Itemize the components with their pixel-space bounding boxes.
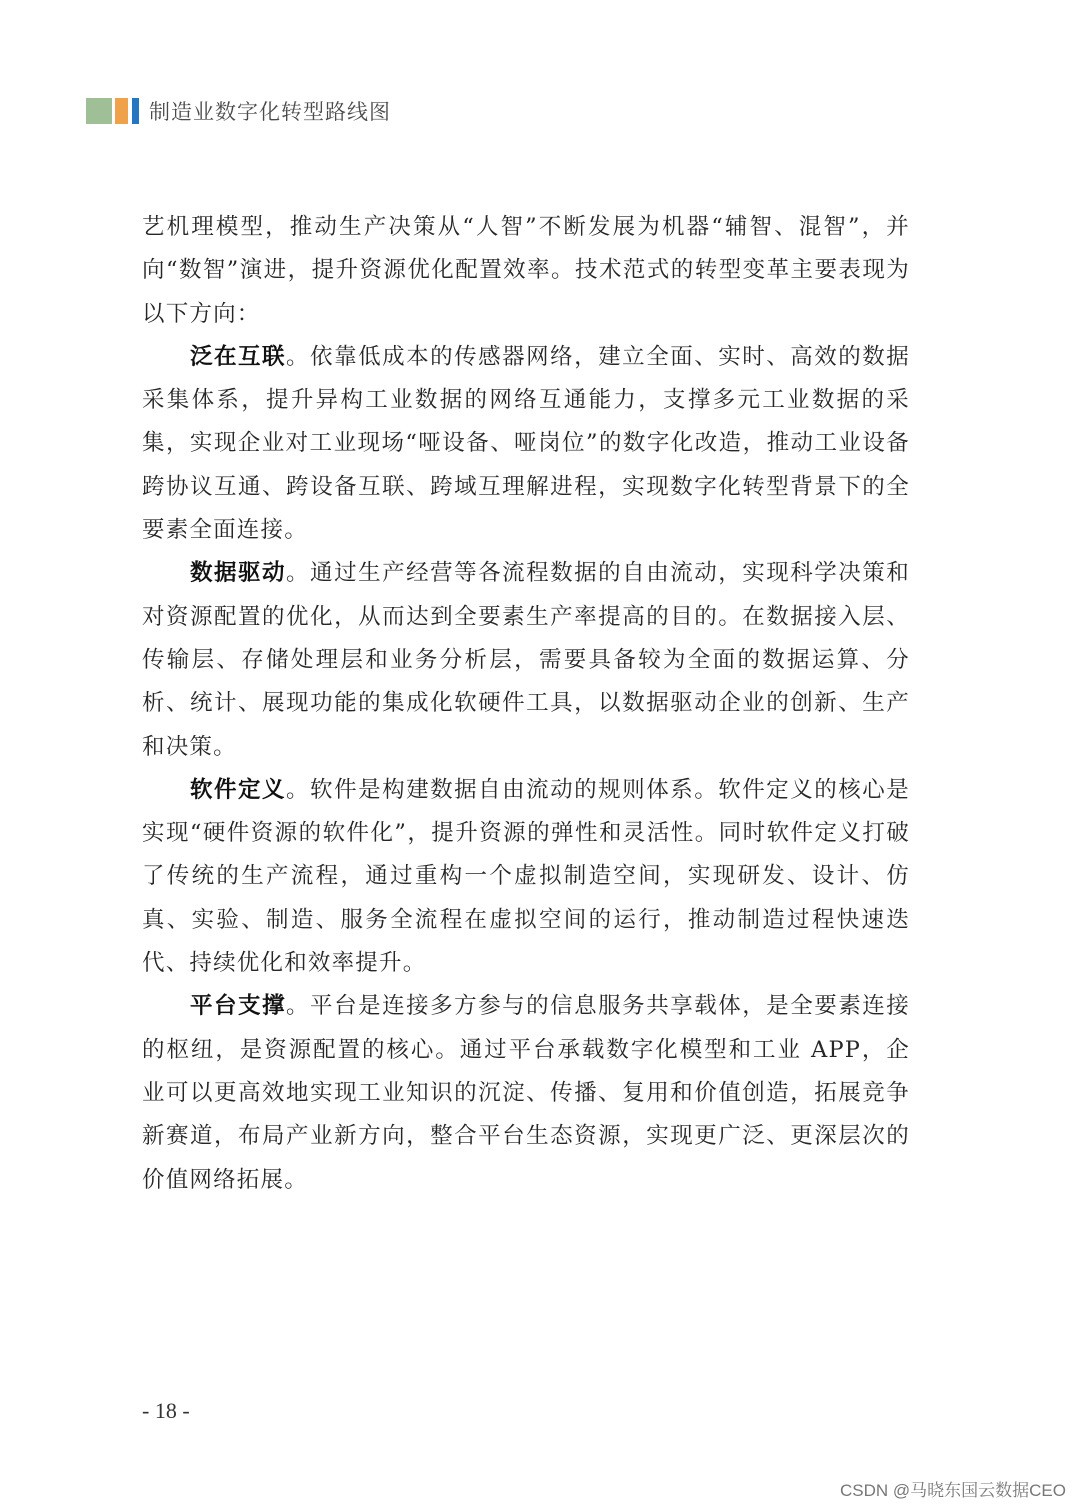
- header-blue-block-icon: [132, 98, 139, 124]
- paragraph-data-driven: [142, 552, 910, 768]
- paragraph-text: 。通过生产经营等各流程数据的自由流动，实现科学决策和对资源配置的优化，从而达到全要素生产率提高的目的。在数据接入层、传输层、存储处理层和业务分析层，需要具备较为全面的数据运算、分析、统计、展现功能的集成化软硬件工具，以数据驱动企业的创新、生产和决策。: [142, 560, 910, 760]
- paragraph-text: 。依靠低成本的传感器网络，建立全面、实时、高效的数据采集体系，提升异构工业数据的网络互通能力，支撑多元工业数据的采集，实现企业对工业现场“哑设备、哑岗位”的数字化改造，推动工业设备跨协议互通、跨设备互联、跨域互理解进程，实现数字化转型背景下的全要素全面连接。: [142, 343, 910, 544]
- paragraph-lead: 软件定义: [190, 776, 287, 803]
- paragraph-platform-support: [142, 985, 910, 1201]
- paragraph-software-defined: [142, 769, 910, 985]
- page-number: - 18 -: [142, 1398, 190, 1423]
- paragraph-intro: [142, 206, 910, 336]
- header-orange-block-icon: [115, 98, 128, 124]
- body-text: [142, 206, 910, 1202]
- paragraph-ubiquitous-interconnection: [142, 336, 910, 552]
- paragraph-text: 艺机理模型，推动生产决策从“人智”不断发展为机器“辅智、混智”，并向“数智”演进，提升资源优化配置效率。技术范式的转型变革主要表现为以下方向：: [142, 214, 910, 327]
- header-title: 制造业数字化转型路线图: [149, 100, 391, 124]
- paragraph-text: 。平台是连接多方参与的信息服务共享载体，是全要素连接的枢纽，是资源配置的核心。通过平台承载数字化模型和工业 APP，企业可以更高效地实现工业知识的沉淀、传播、复用和价值创造，拓展竞争新赛道，布局产业新方向，整合平台生态资源，实现更广泛、更深层次的价值网络拓展。: [142, 993, 910, 1193]
- paragraph-lead: 泛在互联: [190, 343, 287, 370]
- paragraph-lead: 数据驱动: [190, 560, 287, 587]
- header-green-block-icon: [86, 98, 112, 124]
- page-header: [86, 96, 391, 126]
- paragraph-text: 。软件是构建数据自由流动的规则体系。软件定义的核心是实现“硬件资源的软件化”，提升资源的弹性和灵活性。同时软件定义打破了传统的生产流程，通过重构一个虚拟制造空间，实现研发、设计、仿真、实验、制造、服务全流程在虚拟空间的运行，推动制造过程快速迭代、持续优化和效率提升。: [142, 776, 910, 977]
- watermark: CSDN @马晓东国云数据CEO: [840, 1481, 1066, 1500]
- paragraph-lead: 平台支撑: [190, 993, 287, 1020]
